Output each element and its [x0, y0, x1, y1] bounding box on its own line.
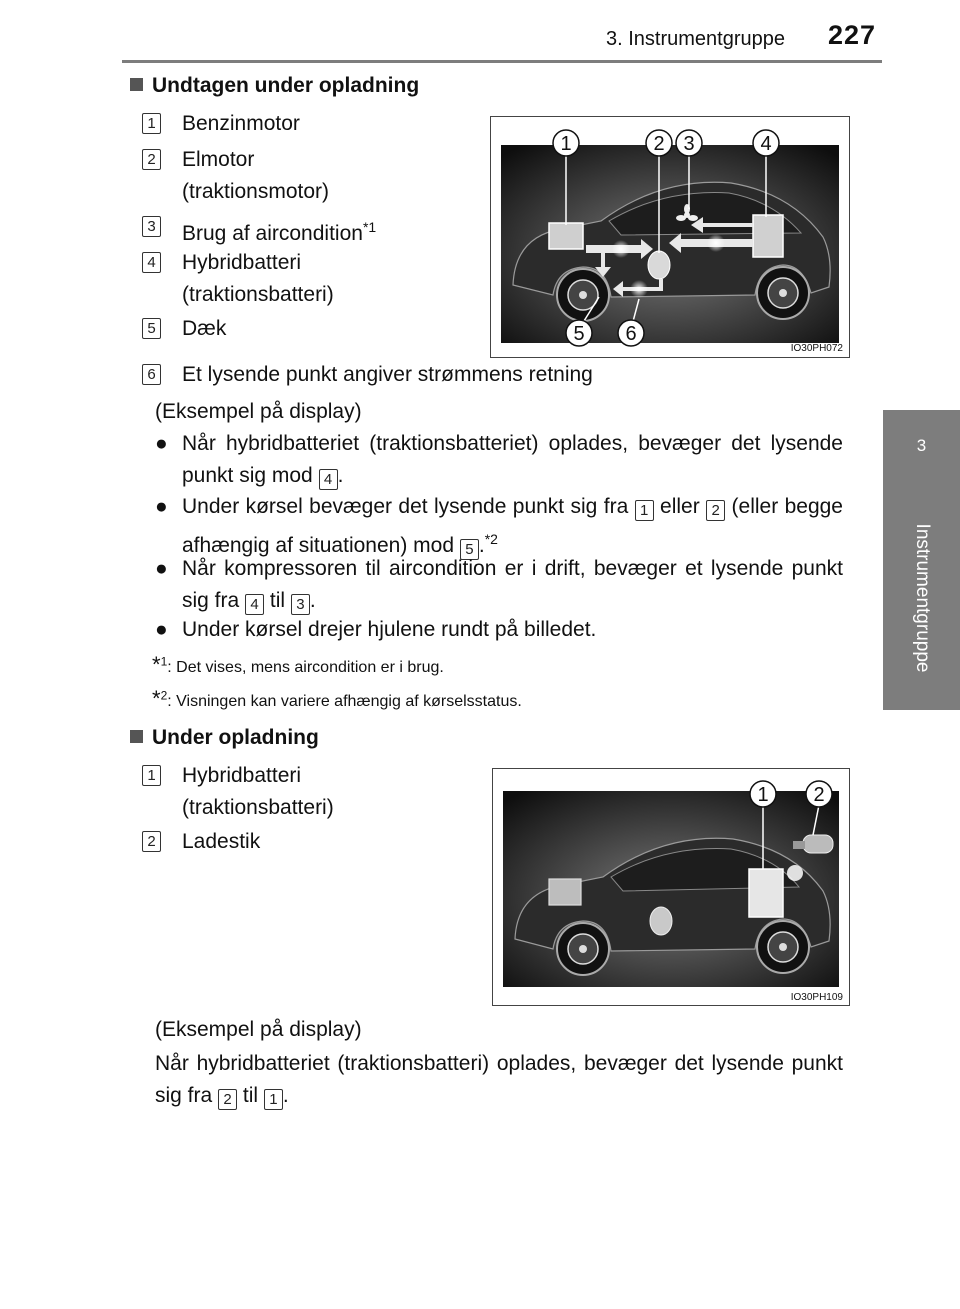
footnote: *$^2$: Visningen kan variere afhængig af kørselsstatus.: [152, 686, 522, 711]
number-callout: 3: [142, 216, 161, 237]
side-tab-number: 3: [916, 436, 927, 455]
svg-text:4: 4: [760, 133, 772, 155]
footnote: *$^1$: Det vises, mens aircondition er i brug.: [152, 652, 444, 677]
figure-code: IO30PH109: [790, 992, 843, 1003]
footnote-ref: *2: [484, 531, 498, 547]
svg-text:2: 2: [813, 784, 825, 806]
svg-text:6: 6: [625, 323, 637, 345]
footnote-ref: *1: [362, 219, 377, 235]
engine-block: [549, 879, 581, 905]
legend-text: Hybridbatteri: [182, 764, 302, 787]
bullet-dot-icon: ●: [155, 432, 168, 455]
number-callout: 4: [319, 469, 338, 490]
figure-code: IO30PH072: [790, 343, 843, 354]
header-rule: [122, 60, 882, 63]
svg-text:5: 5: [573, 323, 585, 345]
hybrid-battery: [753, 215, 783, 257]
figure-callout: [750, 781, 776, 807]
figure-callout: [618, 320, 644, 346]
hybrid-battery: [749, 869, 783, 917]
front-wheel: [557, 923, 609, 975]
svg-text:3: 3: [683, 133, 695, 155]
number-callout: 6: [142, 364, 161, 385]
energy-flow-figure: [490, 116, 850, 358]
legend-text: (traktionsbatteri): [182, 283, 334, 306]
bullet-item: ● Når hybridbatteriet (traktionsbatteriet) oplades, bevæger det lysende punkt sig mod 4 .: [155, 428, 843, 492]
number-callout: 4: [245, 594, 264, 615]
legend-text: Benzinmotor: [182, 112, 300, 135]
rear-wheel: [757, 267, 809, 319]
legend-text: Dæk: [182, 317, 227, 340]
example-label: (Eksempel på display): [155, 1018, 362, 1041]
electric-motor: [648, 251, 670, 279]
number-callout: 5: [460, 539, 479, 560]
figure-callout: [806, 781, 832, 807]
bullet-item: ● Når kompressoren til aircondition er i drift, bevæger et lysende punkt sig fra 4 til 3 .: [155, 553, 843, 617]
side-tab-label: Instrumentgruppe: [911, 523, 933, 673]
bullet-dot-icon: ●: [155, 618, 168, 641]
front-wheel: [557, 269, 609, 321]
legend-text: Hybridbatteri: [182, 251, 302, 274]
svg-text:2: 2: [653, 133, 665, 155]
page-number: 227: [828, 20, 877, 50]
section-heading: Undtagen under opladning: [130, 74, 419, 98]
bullet-dot-icon: ●: [155, 557, 168, 580]
number-callout: 1: [142, 765, 161, 786]
engine-block: [549, 223, 583, 249]
legend-text: Elmotor: [182, 148, 255, 171]
figure-callout: [676, 130, 702, 156]
section-heading: Under opladning: [130, 726, 319, 750]
chapter-side-tab: [883, 410, 960, 710]
number-callout: 3: [291, 594, 310, 615]
bullet-item: ● Under kørsel drejer hjulene rundt på billedet.: [155, 614, 843, 646]
number-callout: 4: [142, 252, 161, 273]
svg-text:1: 1: [560, 133, 572, 155]
number-callout: 2: [142, 149, 161, 170]
number-callout: 2: [218, 1089, 237, 1110]
example-label: (Eksempel på display): [155, 400, 362, 423]
bullet-item: ● Under kørsel bevæger det lysende punkt sig fra 1 eller 2 (eller begge afhængig af situationen) mod 5 .$^{*2}$: [155, 491, 843, 562]
charging-figure: [492, 768, 850, 1006]
number-callout: 5: [142, 318, 161, 339]
rear-wheel: [757, 921, 809, 973]
legend-text: (traktionsmotor): [182, 180, 330, 203]
square-bullet-icon: [130, 730, 143, 743]
bullet-dot-icon: ●: [155, 495, 168, 518]
figure-callout: [646, 130, 672, 156]
figure-callout: [753, 130, 779, 156]
number-callout: 1: [142, 113, 161, 134]
legend-text: Brug af aircondition$^{*1}$: [182, 219, 377, 245]
legend-text: Et lysende punkt angiver strømmens retning: [182, 363, 593, 386]
legend-text: (traktionsbatteri): [182, 796, 334, 819]
legend-text: Ladestik: [182, 830, 261, 853]
svg-text:1: 1: [757, 784, 769, 806]
chapter-title: 3. Instrumentgruppe: [606, 28, 785, 50]
figure-callout: [566, 320, 592, 346]
figure-callout: [553, 130, 579, 156]
number-callout: 2: [706, 500, 725, 521]
number-callout: 1: [635, 500, 654, 521]
number-callout: 2: [142, 831, 161, 852]
square-bullet-icon: [130, 78, 143, 91]
number-callout: 1: [264, 1089, 283, 1110]
electric-motor: [650, 907, 672, 935]
body-paragraph: Når hybridbatteriet (traktionsbatteri) oplades, bevæger det lysende punkt sig fra 2 til 1 .: [155, 1052, 843, 1108]
